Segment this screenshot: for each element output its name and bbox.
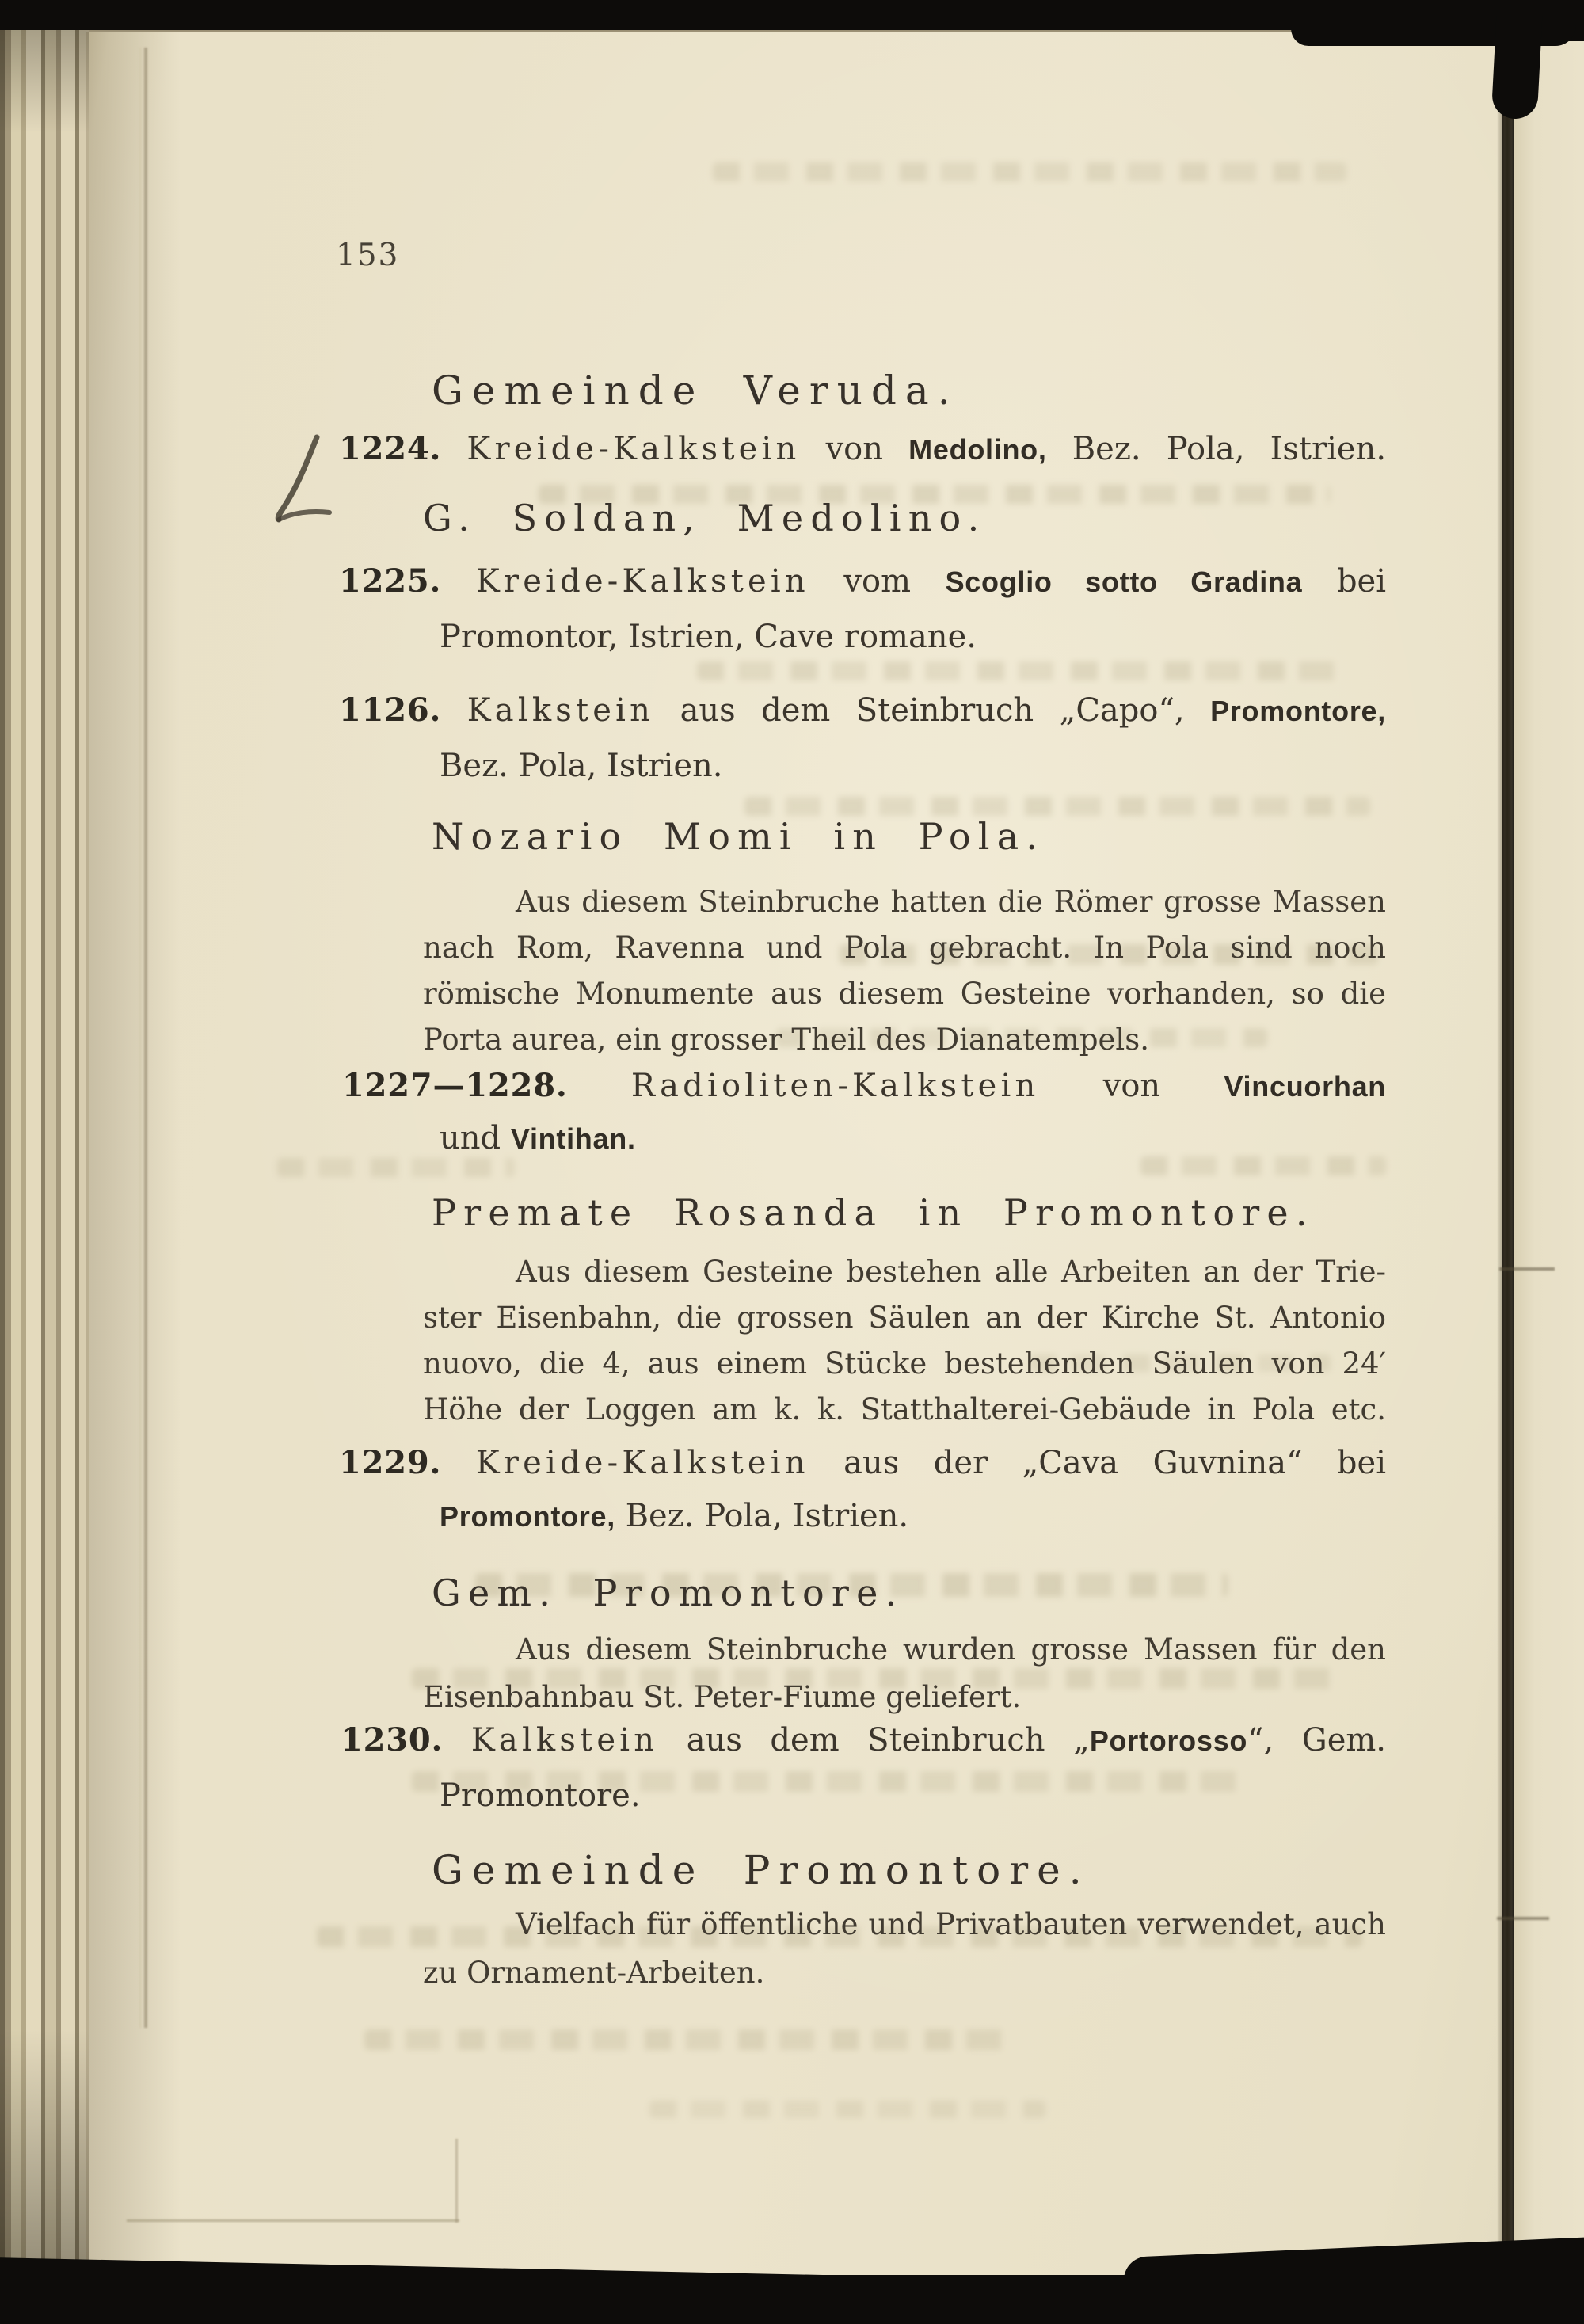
entry-text: Promontore.	[440, 1777, 641, 1814]
handwritten-check-mark	[268, 434, 343, 537]
section-heading-gemeinde-promontore: Gemeinde Promontore.	[432, 1847, 1091, 1893]
entry-keyword: Kalkstein	[466, 692, 655, 729]
bleedthrough-text-ghost	[1140, 1156, 1386, 1175]
paragraph-line: nach Rom, Ravenna und Pola gebracht. In Pola sind noch	[423, 931, 1386, 965]
entry-text: „	[1073, 1722, 1090, 1758]
paragraph-line: Eisenbahnbau St. Peter-Fiume geliefert.	[423, 1680, 1022, 1714]
entry-place-name: Scoglio sotto Gradina	[945, 566, 1303, 598]
entry-place-name: Vincuorhan	[1224, 1070, 1387, 1103]
entry-text: vom	[843, 563, 912, 600]
entry-text: Promontor, Istrien, Cave romane.	[440, 619, 977, 655]
page-edge-nick	[1499, 1267, 1555, 1271]
paragraph-line: ster Eisenbahn, die grossen Säulen an der Kirche St. Antonio	[423, 1301, 1386, 1335]
entry-place-name: Promontore,	[440, 1500, 615, 1533]
entry-text: von	[825, 431, 884, 467]
paragraph-line: Aus diesem Steinbruche wurden grosse Massen für den	[516, 1633, 1386, 1667]
heading-gem-promontore: Gem. Promontore.	[432, 1572, 904, 1614]
entry-1230-line-2	[440, 1776, 1386, 1815]
page-number: 153	[336, 238, 400, 273]
section-heading-gemeinde-veruda: Gemeinde Veruda.	[432, 368, 959, 413]
entry-1126-line-2	[440, 746, 1386, 786]
entry-1227-1228-line-2	[440, 1118, 1386, 1158]
paragraph-line: römische Monumente aus diesem Gesteine vorhanden, so die	[423, 977, 1386, 1011]
heading-nozario-momi-in-pola: Nozario Momi in Pola.	[432, 815, 1045, 858]
page-edge-nick	[1497, 1917, 1549, 1920]
entry-1225-line-2	[440, 617, 1386, 657]
bleedthrough-text-ghost	[649, 2101, 1045, 2118]
entry-1224	[339, 429, 1386, 469]
entry-text: bei	[1336, 1445, 1386, 1481]
entry-1225	[339, 562, 1386, 601]
bleedthrough-text-ghost	[277, 1158, 515, 1177]
entry-number: 1227—1228.	[342, 1067, 568, 1104]
binding-shadow	[86, 32, 181, 2275]
heading-g-soldan-medolino: G. Soldan, Medolino.	[423, 497, 987, 539]
left-page-edges-shadow	[0, 22, 89, 2303]
bleedthrough-text-ghost	[364, 2029, 1014, 2050]
entry-text: “, Gem.	[1247, 1722, 1387, 1758]
entry-number: 1126.	[339, 691, 442, 729]
entry-text: aus der „Cava Guvnina“	[843, 1445, 1303, 1481]
paragraph-line: Vielfach für öffentliche und Privatbauten verwendet, auch	[516, 1907, 1386, 1941]
entry-text: Bez. Pola, Istrien.	[440, 748, 723, 784]
paragraph-line: nuovo, die 4, aus einem Stücke bestehenden Säulen von 24′	[423, 1347, 1386, 1381]
page-gap-shadow	[1497, 40, 1516, 2267]
entry-1229-line-2	[440, 1496, 1386, 1536]
heading-premate-rosanda-in-promontore: Premate Rosanda in Promontore.	[432, 1191, 1315, 1234]
entry-place-name: Vintihan.	[510, 1122, 636, 1155]
under-page-edge-line	[455, 2139, 458, 2223]
page-crease	[144, 48, 147, 2028]
paragraph-line: Aus diesem Gesteine bestehen alle Arbeiten an der Trie-	[516, 1255, 1386, 1289]
photo-background-bottom	[0, 2275, 1584, 2324]
paragraph-line: Aus diesem Steinbruche hatten die Römer grosse Massen	[516, 885, 1386, 919]
bleedthrough-text-ghost	[744, 797, 1370, 816]
entry-keyword: Kreide-Kalkstein	[475, 1445, 809, 1481]
entry-text: Bez. Pola, Istrien.	[1072, 431, 1387, 467]
entry-place-name: Medolino,	[908, 433, 1047, 466]
entry-1126	[339, 691, 1386, 730]
entry-1230	[341, 1720, 1386, 1760]
entry-keyword: Kreide-Kalkstein	[475, 563, 809, 600]
entry-number: 1229.	[339, 1444, 442, 1481]
next-page-edge	[1514, 41, 1584, 2259]
entry-1229	[339, 1443, 1386, 1483]
bleedthrough-text-ghost	[713, 162, 1346, 181]
entry-number: 1224.	[339, 430, 442, 467]
entry-number: 1225.	[339, 562, 442, 600]
paragraph-line: zu Ornament-Arbeiten.	[423, 1956, 765, 1990]
entry-1227-1228	[342, 1066, 1386, 1106]
page-crease-highlight	[139, 48, 141, 2028]
paragraph-line: Höhe der Loggen am k. k. Statthalterei-Gebäude in Pola etc.	[423, 1392, 1386, 1427]
entry-text: bei	[1336, 563, 1387, 600]
entry-text: und	[440, 1120, 501, 1156]
entry-place-name: Portorosso	[1089, 1724, 1248, 1757]
entry-keyword: Kreide-Kalkstein	[466, 431, 801, 467]
entry-place-name: Promontore,	[1210, 695, 1387, 727]
entry-keyword: Radioliten-Kalkstein	[630, 1068, 1040, 1104]
bleedthrough-text-ghost	[697, 661, 1346, 680]
entry-number: 1230.	[341, 1721, 444, 1758]
entry-keyword: Kalkstein	[470, 1722, 659, 1758]
entry-text: von	[1102, 1068, 1161, 1104]
photo-background-corner	[1491, 16, 1543, 119]
entry-text: aus dem Steinbruch „Capo“,	[680, 692, 1185, 729]
entry-text: aus dem Steinbruch	[686, 1722, 1045, 1758]
under-page-edge-line	[127, 2219, 459, 2222]
paragraph-line: Porta aurea, ein grosser Theil des Dianatempels.	[423, 1023, 1150, 1057]
entry-text: Bez. Pola, Istrien.	[625, 1498, 909, 1534]
